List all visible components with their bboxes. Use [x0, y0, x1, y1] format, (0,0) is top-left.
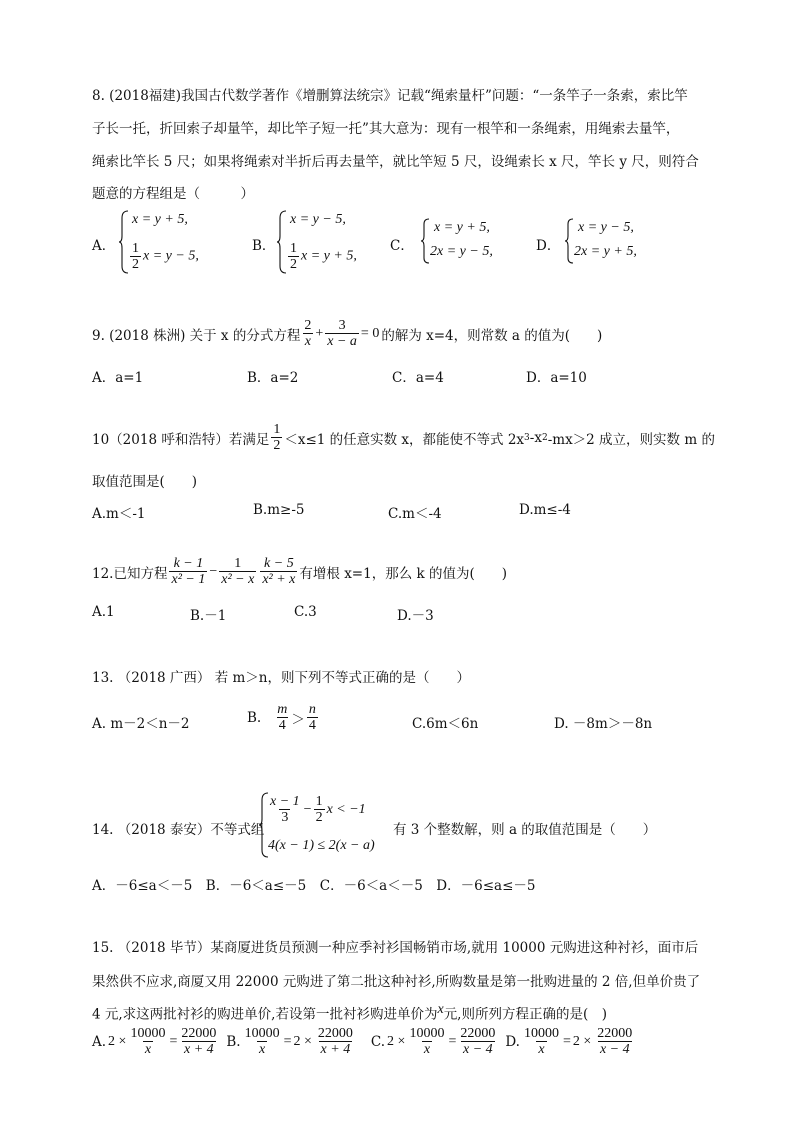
q13-stem: 13. （2018 广西） 若 m＞n，则下列不等式正确的是（ ） [92, 670, 470, 686]
q14-options[interactable]: A．－6≤a＜－5 B．－6＜a≤－5 C．－6＜a＜－5 D．－6≤a≤－5 [92, 878, 536, 894]
q14-inequality-1: $\frac{x - 1}{3}$ − $\frac{1}{2}$ x < −1 [270, 794, 366, 825]
q15-option-c[interactable]: C. 2 × $\frac{10000}{x}$ = $\frac{22000}{x - 4}$ [370, 1026, 496, 1057]
q10-line2: 取值范围是( ) [92, 474, 198, 490]
q15-line3: 4 元,求这两批衬衫的购进单价,若设第一批衬衫购进单价为$^x$元,则所列方程正确的是( ) [92, 1002, 608, 1023]
q8-line1: 8. (2018福建)我国古代数学著作《增删算法统宗》记载“绳索量杆”问题：“一条竿子一条索，索比竿 [92, 88, 688, 104]
q14-stem-prefix: 14. （2018 泰安）不等式组 [92, 822, 265, 838]
q10-option-c[interactable]: C.m＜-4 [388, 506, 442, 522]
q12-option-b[interactable]: B.－1 [190, 608, 227, 624]
q9-option-d[interactable]: D．a=10 [526, 370, 587, 386]
q15-options [92, 1026, 636, 1057]
q13-option-c[interactable]: C.6m＜6n [412, 716, 479, 732]
q10-stem: 10（2018 呼和浩特）若满足 $\frac{1}{2}$ ＜x≤1 的任意实数 x，都能使不等式 2x 3 -x 2 -mx＞2 成立，则实数 m 的 [92, 422, 715, 453]
q10-option-a[interactable]: A.m＜-1 [92, 506, 146, 522]
q12-option-a[interactable]: A.1 [92, 604, 115, 620]
q14-inequality-2: 4(x − 1) ≤ 2(x − a) [268, 838, 375, 853]
q12-option-d[interactable]: D.－3 [397, 608, 434, 624]
q15-line2: 果然供不应求,商厦又用 22000 元购进了第二批这种衬衫,所购数量是第一批购进量的 2 倍,但单价贵了 [92, 974, 701, 990]
q14-stem-suffix: 有 3 个整数解，则 a 的取值范围是（ ） [393, 822, 657, 838]
q13-option-d[interactable]: D. －8m＞－8n [554, 716, 653, 732]
q13-option-b[interactable]: B. $\frac{m}{4}$ ＞ $\frac{n}{4}$ [247, 702, 316, 733]
q9-option-b[interactable]: B．a=2 [247, 370, 299, 386]
q10-option-b[interactable]: B.m≥-5 [253, 502, 305, 518]
q8-line3: 绳索比竿长 5 尺；如果将绳索对半折后再去量竿，就比竿短 5 尺，设绳索长 x 尺，竿长 y 尺，则符合 [92, 154, 699, 170]
q13-option-a[interactable]: A. m－2＜n－2 [92, 716, 190, 732]
brace-icon [564, 218, 574, 264]
q12-stem: 12.已知方程 $\frac{k - 1}{\text{x² − 1}}$ − $\frac{1}{\text{x² − x}}$ $\frac{k - 5}{\text{x² + x}}$ 有增根 x=1，那么 k 的值为( ) [92, 556, 508, 587]
q8-line4: 题意的方程组是（ ） [92, 186, 254, 202]
q15-option-d[interactable]: D. $\frac{10000}{x}$ = 2 × $\frac{22000}{x - 4}$ [505, 1026, 633, 1057]
q15-option-a[interactable]: A. 2 × $\frac{10000}{x}$ = $\frac{22000}{x + 4}$ [92, 1026, 217, 1057]
q9-stem: 9. (2018 株洲) 关于 x 的分式方程 $\frac{2}{x}$ + $\frac{3}{x - a}$ = 0 的解为 x=4，则常数 a 的值为( ) [92, 318, 603, 349]
q10-option-d[interactable]: D.m≤-4 [519, 502, 571, 518]
q15-line1: 15. （2018 毕节）某商厦进货员预测一种应季衬衫国畅销市场,就用 10000 元购进这种衬衫，面市后 [92, 940, 699, 956]
q15-option-b[interactable]: B. $\frac{10000}{x}$ = 2 × $\frac{22000}{x + 4}$ [226, 1026, 353, 1057]
q9-option-a[interactable]: A．a=1 [92, 370, 144, 386]
q12-option-c[interactable]: C.3 [294, 604, 317, 620]
q9-option-c[interactable]: C．a=4 [392, 370, 444, 386]
q8-line2: 子长一托，折回索子却量竿，却比竿子短一托”其大意为：现有一根竿和一条绳索，用绳索去量竿， [92, 121, 680, 137]
brace-icon [420, 218, 430, 264]
